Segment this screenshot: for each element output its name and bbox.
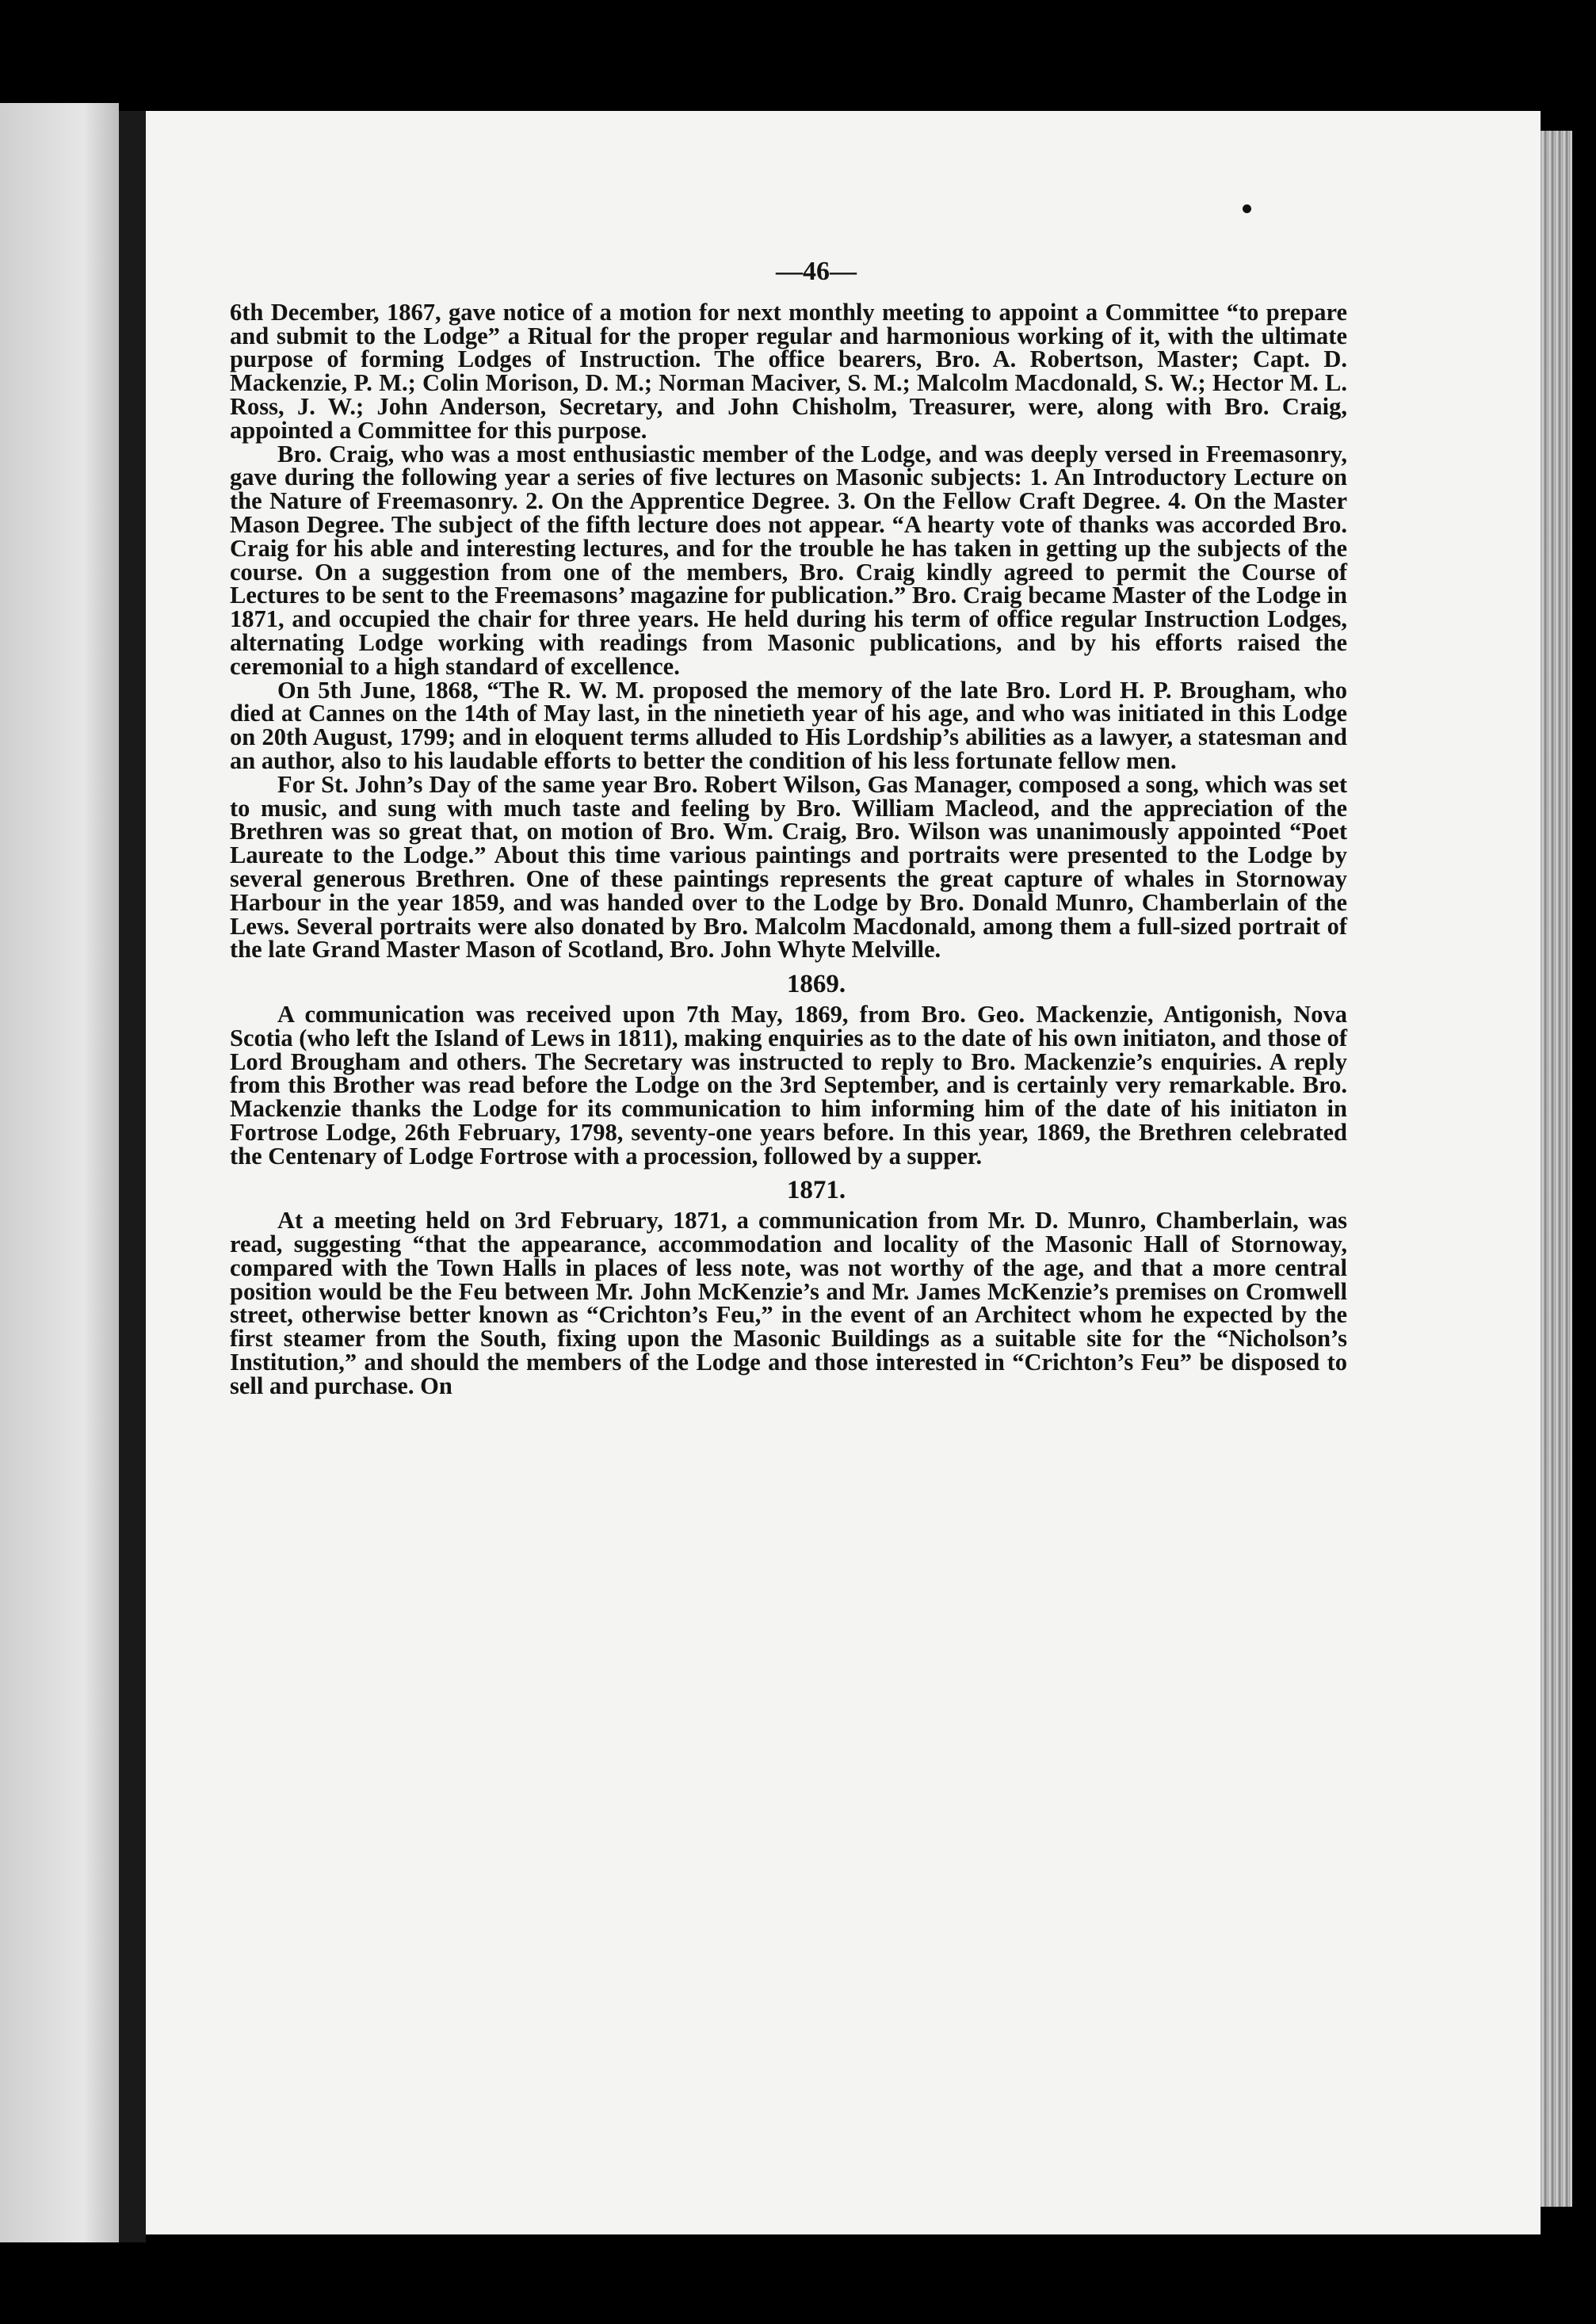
facing-page-edge (0, 103, 119, 2242)
heading-1869: 1869. (786, 970, 846, 999)
paragraph-st-johns-day: For St. John’s Day of the same year Bro. Robert Wilson, Gas Manager, composed a song, which was set to music, and sung with much taste and feeling by Bro. William Macleod, and the appreciation of the Brethren was so great that, on motion of Bro. Wm. Craig, Bro. Wilson was unanimously appointed “Poet Laureate to the Lodge.” About this time various paintings and portraits were presented to the Lodge by several generous Brethren. One of these paintings represents the great capture of whales in Stornoway Harbour in the year 1859, and was handed over to the Lodge by Bro. Donald Munro, Chamberlain of the Lews. Several portraits were also donated by Bro. Malcolm Macdonald, among them a full-sized portrait of the late Grand Master Mason of Scotland, Bro. John Whyte Melville. (230, 770, 1347, 964)
paragraph-committee: 6th December, 1867, gave notice of a motion for next monthly meeting to appoint a Committee “to prepare and submit to the Lodge” a Ritual for the proper regular and harmonious working of it, with the ultimate purpose of forming Lodges of Instruction. The office bearers, Bro. A. Robertson, Master; Capt. D. Mackenzie, P. M.; Colin Morison, D. M.; Norman Maciver, S. M.; Malcolm Macdonald, S. W.; Hector M. L. Ross, J. W.; John Anderson, Secretary, and John Chisholm, Treasurer, were, along with Bro. Craig, appointed a Committee for this purpose. (230, 298, 1347, 444)
paragraph-1871: At a meeting held on 3rd February, 1871, a communication from Mr. D. Munro, Chamberlain, was read, suggesting “that the appearance, accommodation and locality of the Masonic Hall of Stornoway, compared with the Town Halls in places of less note, was not worthy of the age, and that a more central position would be the Feu between Mr. John McKenzie’s and Mr. James McKenzie’s premises on Cromwell street, otherwise better known as “Crichton’s Feu,” in the event of an Architect whom he expected by the first steamer from the South, fixing upon the Masonic Buildings as a suitable site for the “Nicholson’s Institution,” and should the members of the Lodge and those interested in “Crichton’s Feu” be disposed to sell and purchase. On (230, 1207, 1347, 1399)
paragraph-lectures: Bro. Craig, who was a most enthusiastic member of the Lodge, and was deeply versed in Freemasonry, gave during the following year a series of five lectures on Masonic subjects: 1. An Introductory Lecture on the Nature of Freemasonry. 2. On the Apprentice Degree. 3. On the Fellow Craft Degree. 4. On the Master Mason Degree. The subject of the fifth lecture does not appear. “A hearty vote of thanks was accorded Bro. Craig for his able and interesting lectures, and for the trouble he has taken in getting up the subjects of the course. On a suggestion from one of the members, Bro. Craig kindly agreed to permit the Course of Lectures to be sent to the Freemasons’ magazine for publication.” Bro. Craig became Master of the Lodge in 1871, and occupied the chair for three years. He held during his term of office regular Instruction Lodges, alternating Lodge working with readings from Masonic publications, and by his efforts raised the ceremonial to a high standard of excellence. (230, 440, 1347, 680)
paragraph-1869: A communication was received upon 7th May, 1869, from Bro. Geo. Mackenzie, Antigonish, Nova Scotia (who left the Island of Lews in 1811), making enquiries as to the date of his own initiaton, and those of Lord Brougham and others. The Secretary was instructed to reply to Bro. Mackenzie’s enquiries. A reply from this Brother was read before the Lodge on the 3rd September, and is certainly very remarkable. Bro. Mackenzie thanks the Lodge for its communication to him informing him of the date of his initiaton in Fortrose Lodge, 26th February, 1798, seventy-one years before. In this year, 1869, the Brethren celebrated the Centenary of Lodge Fortrose with a procession, followed by a supper. (230, 1000, 1347, 1170)
page-text (230, 257, 1347, 1399)
book-gutter (119, 111, 146, 2242)
page-stack-edge (1541, 131, 1572, 2207)
heading-1871: 1871. (786, 1176, 846, 1205)
ink-speck (1243, 204, 1251, 213)
page-number: —46— (776, 257, 857, 286)
paragraph-brougham: On 5th June, 1868, “The R. W. M. proposed the memory of the late Bro. Lord H. P. Brougham, who died at Cannes on the 14th of May last, in the ninetieth year of his age, and who was initiated in this Lodge on 20th August, 1799; and in eloquent terms alluded to His Lordship’s abilities as a lawyer, a statesman and an author, also to his laudable efforts to better the condition of his less fortunate fellow men. (230, 676, 1347, 774)
